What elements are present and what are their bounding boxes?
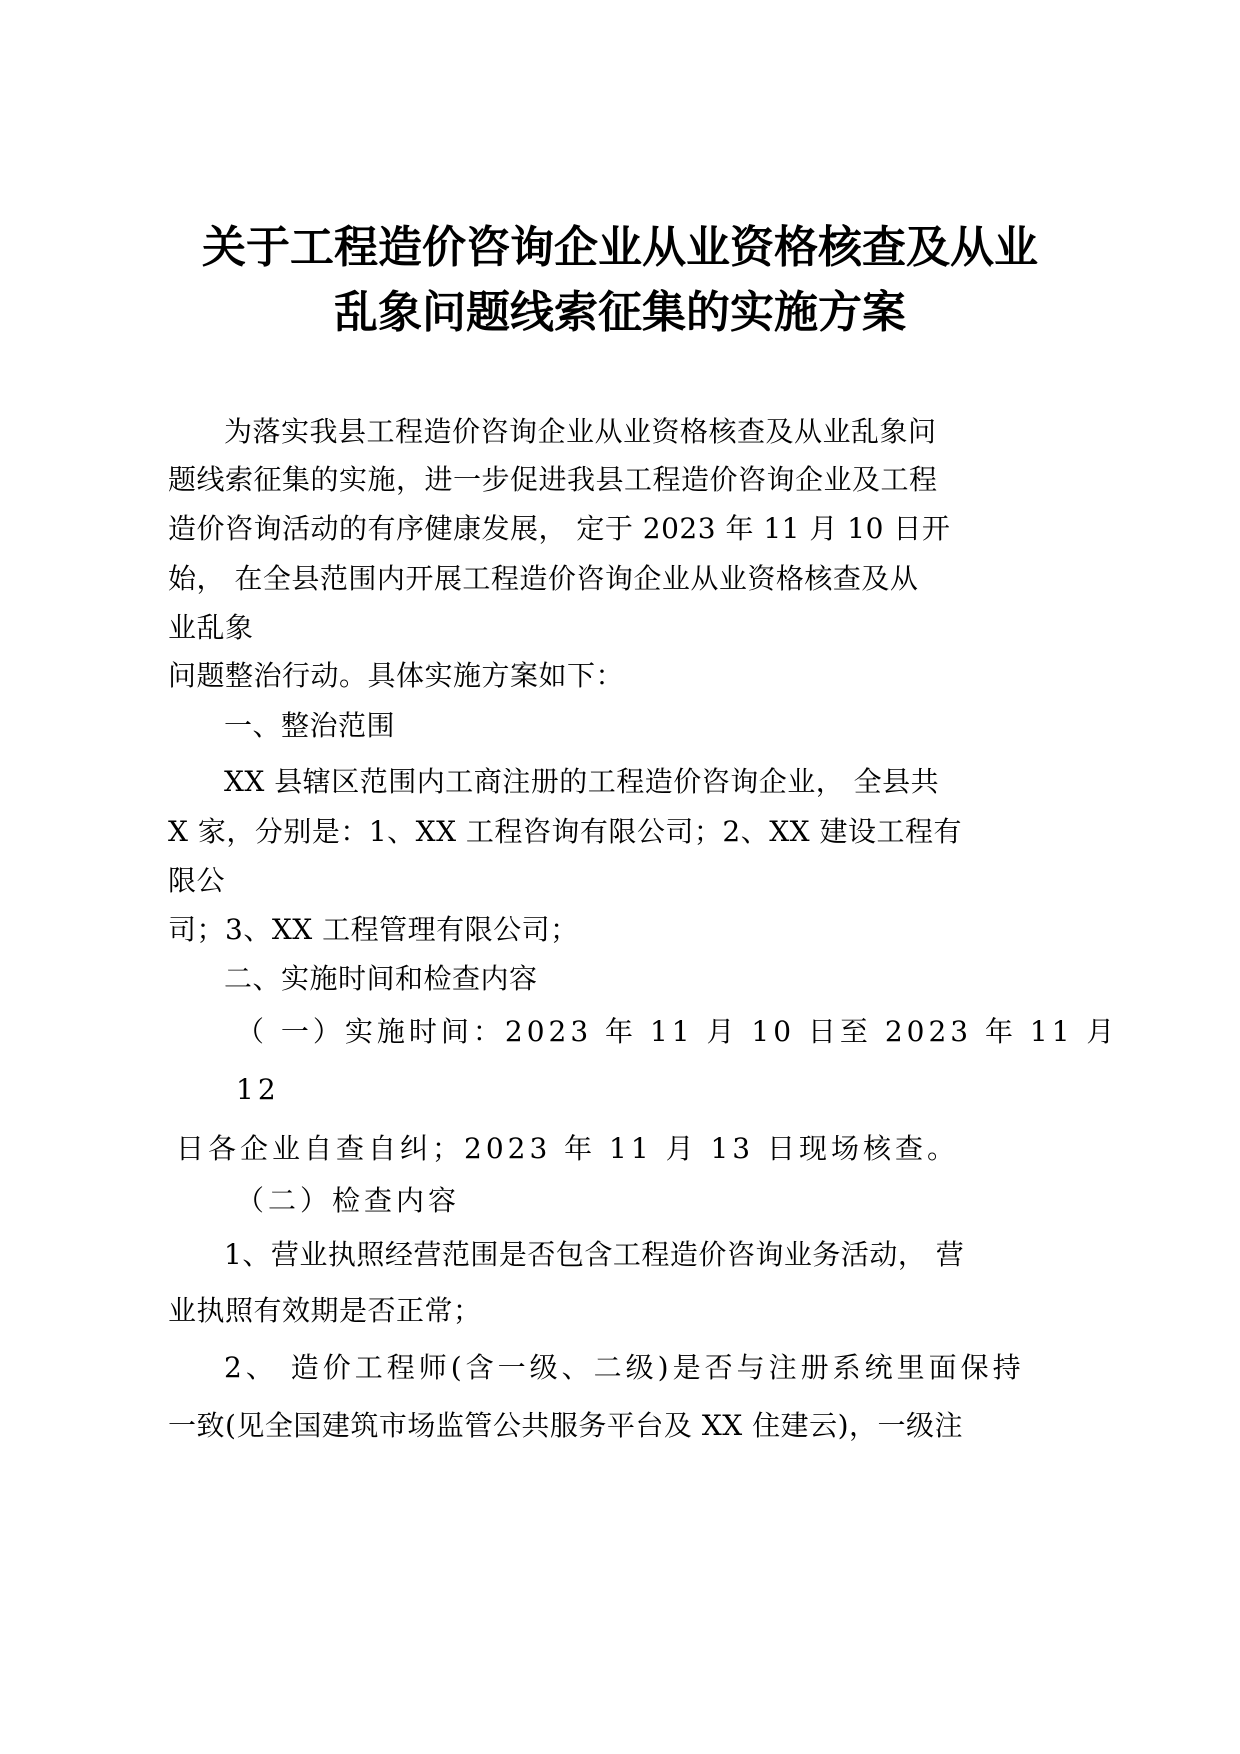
section-heading: 一、整治范围 xyxy=(224,709,396,742)
paragraph-line: 司；3、XX 工程管理有限公司； xyxy=(168,913,579,946)
paragraph-line: 题线索征集的实施，进一步促进我县工程造价咨询企业及工程 xyxy=(168,463,938,496)
paragraph-line: 造价咨询活动的有序健康发展， 定于 2023 年 11 月 10 日开 xyxy=(168,512,951,545)
paragraph-line: 业执照有效期是否正常； xyxy=(168,1294,482,1327)
paragraph-line: 日各企业自查自纠；2023 年 11 月 13 日现场核查。 xyxy=(176,1132,960,1165)
subsection-heading: （二）检查内容 xyxy=(236,1184,461,1217)
paragraph-line: X 家，分别是：1、XX 工程咨询有限公司；2、XX 建设工程有 xyxy=(168,815,963,848)
paragraph-line: 为落实我县工程造价咨询企业从业资格核查及从业乱象问 xyxy=(224,415,937,448)
paragraph-line: 一致(见全国建筑市场监管公共服务平台及 XX 住建云)，一级注 xyxy=(168,1409,964,1442)
paragraph-line: 1、营业执照经营范围是否包含工程造价咨询业务活动， 营 xyxy=(224,1238,965,1271)
paragraph-line: 限公 xyxy=(168,864,226,897)
document-title-line-2: 乱象问题线索征集的实施方案 xyxy=(334,287,906,338)
paragraph-line: 业乱象 xyxy=(168,611,254,644)
paragraph-line: 问题整治行动。具体实施方案如下： xyxy=(168,659,625,692)
subsection-line: （ 一）实施时间：2023 年 11 月 10 日至 2023 年 11 月 xyxy=(236,1015,1119,1048)
paragraph-line: 12 xyxy=(236,1073,280,1106)
paragraph-line: 始， 在全县范围内开展工程造价咨询企业从业资格核查及从 xyxy=(168,562,919,595)
document-title-line-1: 关于工程造价咨询企业从业资格核查及从业 xyxy=(202,222,1038,273)
paragraph-line: XX 县辖区范围内工商注册的工程造价咨询企业， 全县共 xyxy=(224,765,940,798)
paragraph-line: 2、 造价工程师(含一级、二级)是否与注册系统里面保持 xyxy=(224,1351,1025,1384)
section-heading: 二、实施时间和检查内容 xyxy=(224,962,538,995)
